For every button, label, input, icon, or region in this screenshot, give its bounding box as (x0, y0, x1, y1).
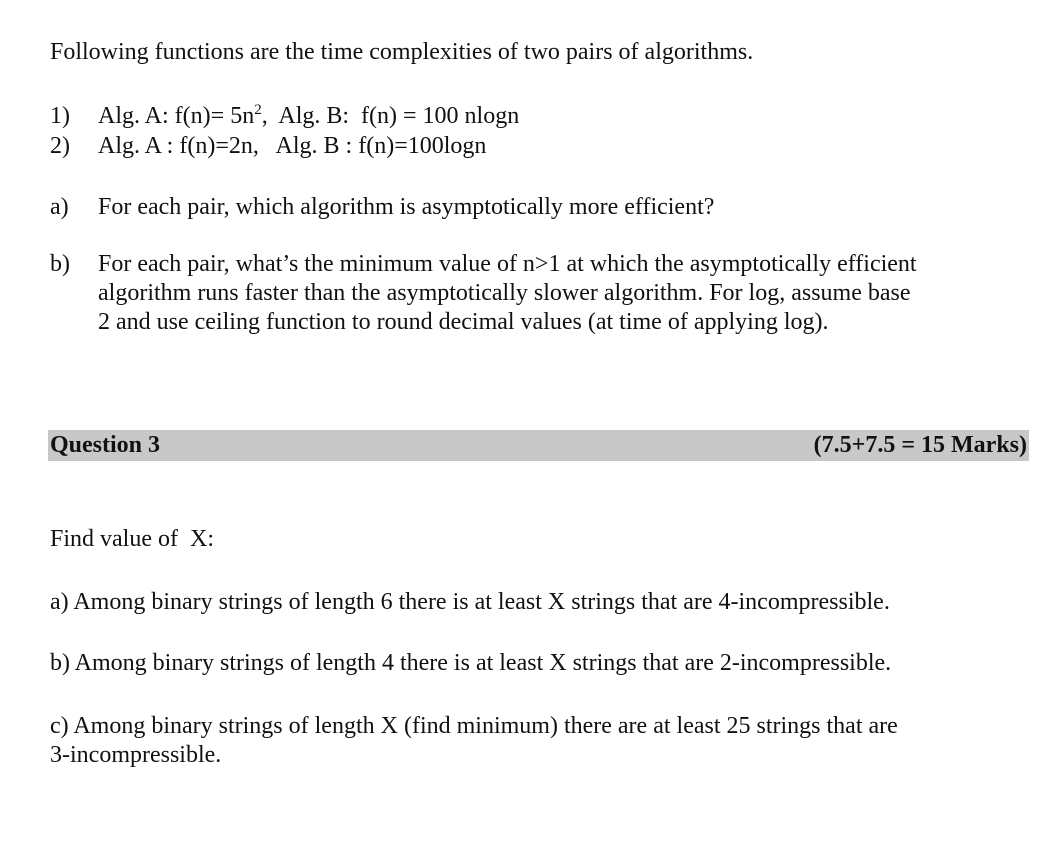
pair-text-part: Alg. A: f(n)= 5n (98, 103, 255, 129)
question-text-line: 2 and use ceiling function to round decimal values (at time of applying log). (98, 309, 829, 335)
pair-marker: 2) (50, 133, 70, 159)
pair-text: Alg. A : f(n)=2n, Alg. B : f(n)=100logn (98, 133, 487, 159)
question3-part-b: b) Among binary strings of length 4 there is at least X strings that are 2-incompressible. (50, 650, 892, 676)
pair-text-part: , Alg. B: f(n) = 100 nlogn (261, 103, 520, 129)
question-text: For each pair, which algorithm is asymptotically more efficient? (98, 194, 715, 220)
pair-item-2 (50, 132, 486, 161)
question-text (98, 250, 1028, 337)
question-text-line: algorithm runs faster than the asymptotically slower algorithm. For log, assume base (98, 280, 911, 306)
section-title: Question 3 (50, 432, 161, 458)
question3-prompt: Find value of X: (50, 526, 214, 552)
pair-marker: 1) (50, 103, 70, 129)
question-b (50, 250, 1030, 340)
question3-part-a: a) Among binary strings of length 6 there is at least X strings that are 4-incompressible. (50, 589, 890, 615)
question3-part-c-line: 3-incompressible. (50, 742, 222, 768)
section-marks: (7.5+7.5 = 15 Marks) (813, 432, 1027, 458)
question-marker: b) (50, 251, 70, 277)
question3-part-c-line: c) Among binary strings of length X (find minimum) there are at least 25 strings that are (50, 713, 898, 739)
pair-item-1 (50, 102, 519, 131)
superscript-exponent: 2 (254, 102, 262, 118)
section-header-bar (48, 430, 1029, 461)
question3-part-c (50, 712, 1026, 770)
question-marker: a) (50, 194, 69, 220)
intro-text: Following functions are the time complexities of two pairs of algorithms. (50, 39, 754, 65)
question-text-line: For each pair, what’s the minimum value of n>1 at which the asymptotically efficient (98, 251, 917, 277)
